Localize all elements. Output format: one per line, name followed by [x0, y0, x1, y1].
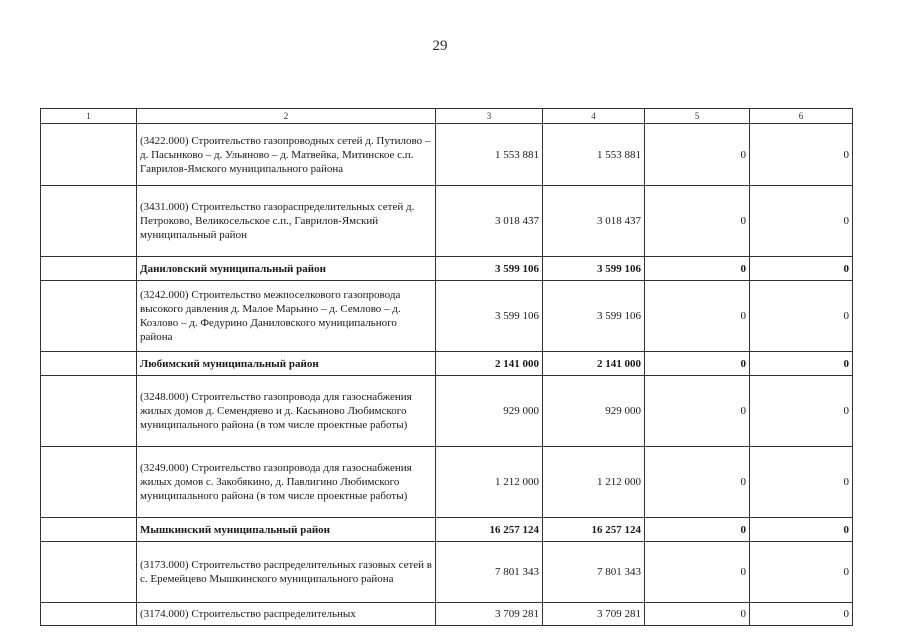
description-cell: Даниловский муниципальный район	[137, 257, 436, 281]
column-header: 5	[645, 109, 750, 124]
table-body	[41, 124, 853, 626]
row-index-cell	[41, 376, 137, 447]
row-index-cell	[41, 257, 137, 281]
amount-col5-cell: 0	[645, 518, 750, 542]
amount-col6-cell: 0	[750, 376, 853, 447]
amount-col5-cell: 0	[645, 603, 750, 626]
amount-col6-cell: 0	[750, 603, 853, 626]
amount-col4-cell: 7 801 343	[543, 542, 645, 603]
amount-col5-cell: 0	[645, 281, 750, 352]
description-cell: Мышкинский муниципальный район	[137, 518, 436, 542]
amount-col4-cell: 929 000	[543, 376, 645, 447]
amount-col4-cell: 1 212 000	[543, 447, 645, 518]
amount-col3-cell: 3 018 437	[436, 186, 543, 257]
amount-col6-cell: 0	[750, 542, 853, 603]
description-cell: (3249.000) Строительство газопровода для газоснабжения жилых домов с. Закобякино, д. Павлигино Любимского муниципального района (в том числе проектные работы)	[137, 447, 436, 518]
district-total-row	[41, 257, 853, 281]
district-total-row	[41, 518, 853, 542]
amount-col4-cell: 16 257 124	[543, 518, 645, 542]
description-cell: (3174.000) Строительство распределительных	[137, 603, 436, 626]
row-index-cell	[41, 518, 137, 542]
amount-col4-cell: 3 599 106	[543, 281, 645, 352]
table-row	[41, 603, 853, 626]
amount-col3-cell: 3 599 106	[436, 281, 543, 352]
description-cell: (3248.000) Строительство газопровода для газоснабжения жилых домов д. Семендяево и д. Касьяново Любимского муниципального района (в том числе проектные работы)	[137, 376, 436, 447]
description-cell: (3173.000) Строительство распределительных газовых сетей в с. Еремейцево Мышкинского муниципального района	[137, 542, 436, 603]
amount-col6-cell: 0	[750, 124, 853, 186]
budget-table	[40, 108, 853, 626]
amount-col4-cell: 3 599 106	[543, 257, 645, 281]
column-number-row	[41, 109, 853, 124]
row-index-cell	[41, 186, 137, 257]
table-row	[41, 447, 853, 518]
row-index-cell	[41, 542, 137, 603]
column-header: 1	[41, 109, 137, 124]
amount-col3-cell: 1 553 881	[436, 124, 543, 186]
table-row	[41, 376, 853, 447]
table-row	[41, 124, 853, 186]
amount-col6-cell: 0	[750, 186, 853, 257]
amount-col4-cell: 3 018 437	[543, 186, 645, 257]
amount-col6-cell: 0	[750, 352, 853, 376]
amount-col6-cell: 0	[750, 518, 853, 542]
amount-col5-cell: 0	[645, 257, 750, 281]
amount-col5-cell: 0	[645, 376, 750, 447]
description-cell: (3422.000) Строительство газопроводных сетей д. Путилово – д. Пасынково – д. Ульяново – д. Матвейка, Митинское с.п. Гаврилов-Ямского муниципального района	[137, 124, 436, 186]
amount-col5-cell: 0	[645, 447, 750, 518]
amount-col5-cell: 0	[645, 124, 750, 186]
amount-col3-cell: 7 801 343	[436, 542, 543, 603]
amount-col4-cell: 3 709 281	[543, 603, 645, 626]
amount-col3-cell: 3 709 281	[436, 603, 543, 626]
row-index-cell	[41, 603, 137, 626]
page-number: 29	[432, 38, 448, 54]
column-header: 2	[137, 109, 436, 124]
amount-col4-cell: 1 553 881	[543, 124, 645, 186]
amount-col3-cell: 2 141 000	[436, 352, 543, 376]
description-cell: (3242.000) Строительство межпоселкового газопровода высокого давления д. Малое Марьино – д. Семлово – д. Козлово – д. Федурино Даниловского муниципального района	[137, 281, 436, 352]
description-cell: Любимский муниципальный район	[137, 352, 436, 376]
amount-col5-cell: 0	[645, 186, 750, 257]
column-header: 6	[750, 109, 853, 124]
amount-col6-cell: 0	[750, 281, 853, 352]
table-row	[41, 186, 853, 257]
amount-col4-cell: 2 141 000	[543, 352, 645, 376]
table-row	[41, 281, 853, 352]
amount-col6-cell: 0	[750, 447, 853, 518]
amount-col3-cell: 3 599 106	[436, 257, 543, 281]
amount-col5-cell: 0	[645, 542, 750, 603]
table-row	[41, 542, 853, 603]
description-cell: (3431.000) Строительство газораспределительных сетей д. Петроково, Великосельское с.п., Гаврилов-Ямский муниципальный район	[137, 186, 436, 257]
column-header: 4	[543, 109, 645, 124]
amount-col6-cell: 0	[750, 257, 853, 281]
column-header: 3	[436, 109, 543, 124]
row-index-cell	[41, 124, 137, 186]
row-index-cell	[41, 447, 137, 518]
row-index-cell	[41, 352, 137, 376]
amount-col3-cell: 16 257 124	[436, 518, 543, 542]
district-total-row	[41, 352, 853, 376]
amount-col5-cell: 0	[645, 352, 750, 376]
amount-col3-cell: 1 212 000	[436, 447, 543, 518]
amount-col3-cell: 929 000	[436, 376, 543, 447]
row-index-cell	[41, 281, 137, 352]
